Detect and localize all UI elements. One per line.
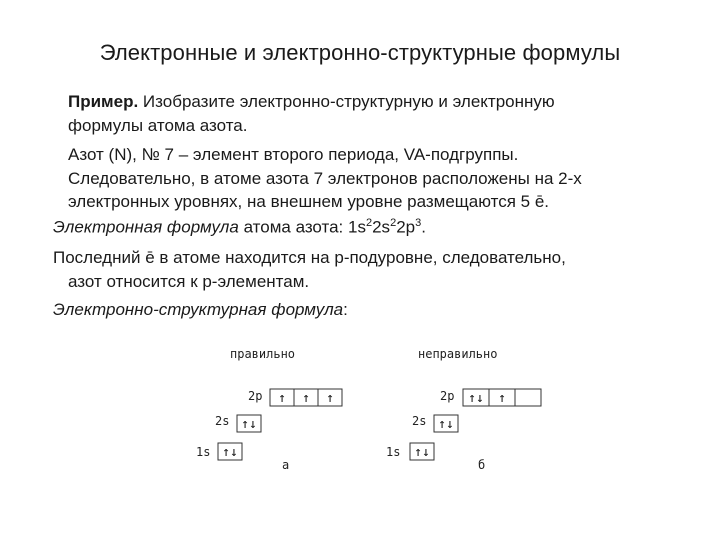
right-2s-label: 2s [412, 414, 427, 428]
right-2s-electrons: ↑↓ [438, 417, 454, 432]
nitrogen-line-2: Следовательно, в атоме азота 7 электронов расположены на 2-х [68, 169, 582, 188]
right-2p-electrons-1: ↑↓ [468, 391, 484, 406]
right-caption: б [478, 458, 486, 472]
right-diagram-title: неправильно [418, 347, 498, 361]
left-diagram-title: правильно [230, 347, 296, 361]
structural-formula-line: Электронно-структурная формула: [53, 300, 348, 319]
right-2p-label: 2p [440, 389, 455, 403]
left-1s-electrons: ↑↓ [222, 445, 238, 460]
left-2p-electron-2: ↑ [302, 391, 310, 406]
example-line-2: формулы атома азота. [68, 116, 248, 135]
last-electron-line-1: Последний ē в атоме находится на p-подуровне, следовательно, [53, 248, 566, 267]
left-2s-electrons: ↑↓ [241, 417, 257, 432]
left-2s-label: 2s [215, 414, 230, 428]
slide-title: Электронные и электронно-структурные формулы [99, 40, 621, 65]
left-2p-electron-1: ↑ [278, 391, 286, 406]
right-1s-label: 1s [386, 445, 401, 459]
structural-formula-label: Электронно-структурная формула [53, 300, 344, 319]
electron-formula-label: Электронная формула [53, 217, 239, 237]
example-label: Пример. [68, 92, 139, 111]
nitrogen-line-1: Азот (N), № 7 – элемент второго периода, VA-подгруппы. [68, 145, 519, 164]
right-2p-electron-2: ↑ [498, 391, 506, 406]
left-2p-electron-3: ↑ [326, 391, 334, 406]
left-caption: а [282, 458, 290, 472]
right-1s-electrons: ↑↓ [414, 445, 430, 460]
electron-formula-line: Электронная формула атома азота: $1s^22s^22p^3$. [53, 217, 426, 237]
example-text: Изобразите электронно-структурную и электронную [138, 92, 555, 111]
last-electron-line-2: азот относится к p-элементам. [68, 272, 310, 291]
left-2p-label: 2p [248, 389, 263, 403]
nitrogen-line-3: электронных уровнях, на внешнем уровне размещаются 5 ē. [68, 192, 550, 211]
left-1s-label: 1s [196, 445, 211, 459]
